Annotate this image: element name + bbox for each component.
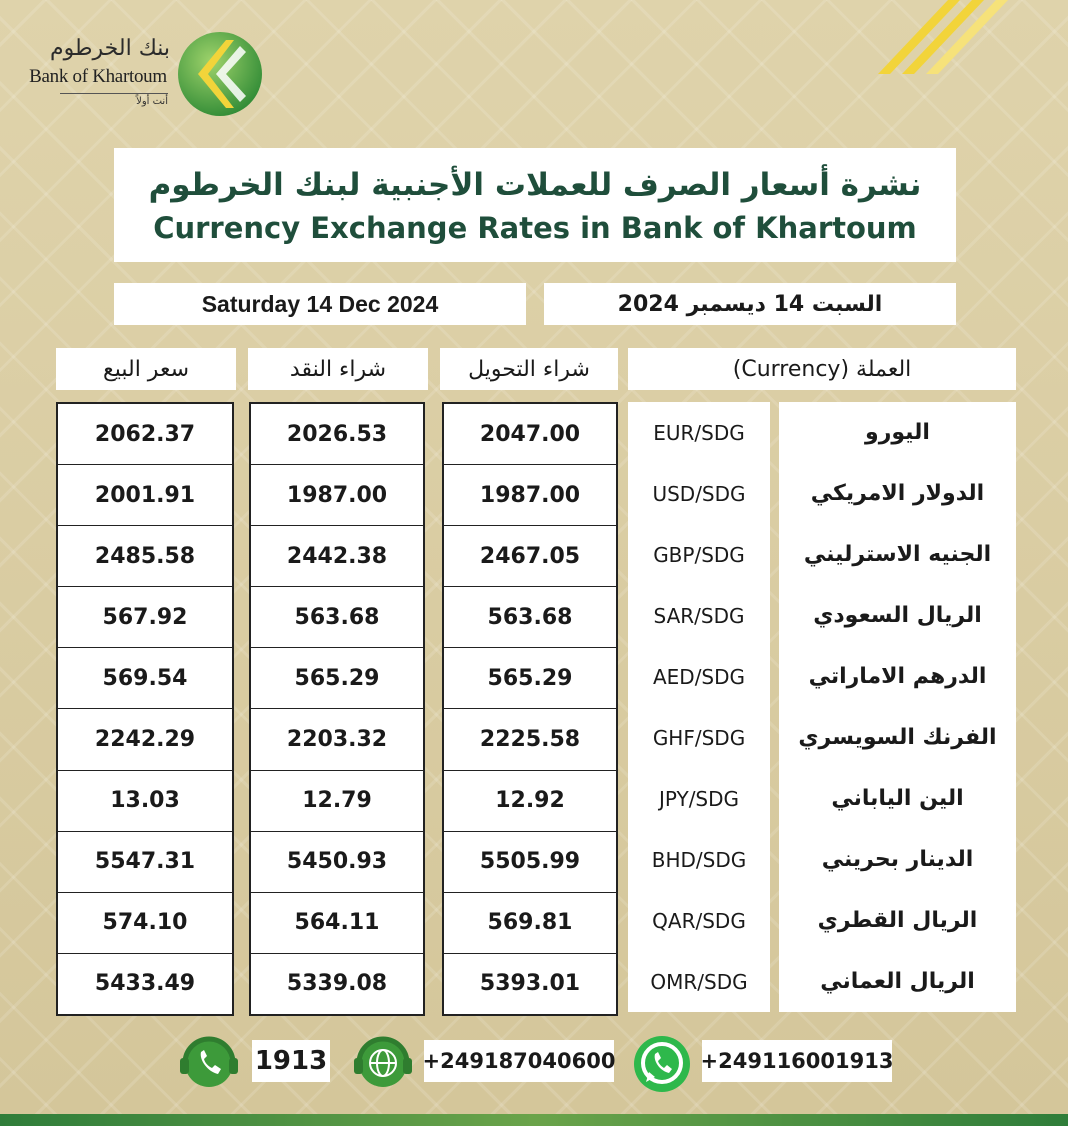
currency-code: AED/SDG <box>652 664 746 689</box>
currency-name: اليورو <box>865 420 930 445</box>
sell-value: 569.54 <box>58 648 232 709</box>
cash-buy-column <box>249 402 425 1016</box>
transfer-buy-value: 2047.00 <box>444 404 616 465</box>
currency-name: الدرهم الاماراتي <box>808 664 987 689</box>
call-center-icon <box>176 1030 242 1096</box>
whatsapp-icon <box>630 1032 694 1096</box>
transfer-buy-value: 569.81 <box>444 893 616 954</box>
sell-value: 2001.91 <box>58 465 232 526</box>
decorative-stripes <box>838 0 1008 74</box>
cash-buy-value: 5339.08 <box>286 971 388 997</box>
sell-value: 5547.31 <box>58 832 232 893</box>
cash-buy-value: 563.68 <box>251 587 423 648</box>
header-cash-buy: شراء النقد <box>248 348 428 390</box>
logo-english-name: Bank of Khartoum <box>29 66 167 87</box>
bank-logo-icon <box>176 30 264 118</box>
cash-buy-value: 2442.38 <box>251 526 423 587</box>
currency-name: الريال القطري <box>817 908 978 933</box>
logo-arabic-name: بنك الخرطوم <box>50 36 170 61</box>
cash-buy-value: 2026.53 <box>251 404 423 465</box>
currency-code: JPY/SDG <box>658 786 740 811</box>
globe-headset-icon <box>350 1030 416 1096</box>
date-arabic: السبت 14 ديسمبر 2024 <box>544 283 956 325</box>
transfer-buy-value: 565.29 <box>444 648 616 709</box>
sell-value: 567.92 <box>58 587 232 648</box>
transfer-buy-value: 563.68 <box>444 587 616 648</box>
currency-code: GBP/SDG <box>653 542 745 567</box>
sell-value: 5433.49 <box>94 971 196 997</box>
currency-name: الين الياباني <box>831 786 964 811</box>
date-english: Saturday 14 Dec 2024 <box>114 283 526 325</box>
cash-buy-value: 565.29 <box>251 648 423 709</box>
transfer-buy-value: 1987.00 <box>444 465 616 526</box>
currency-code: SAR/SDG <box>653 603 745 628</box>
cash-buy-value: 1987.00 <box>251 465 423 526</box>
transfer-buy-value: 5505.99 <box>444 832 616 893</box>
currency-name: الريال العماني <box>820 969 975 994</box>
currency-code-column <box>628 402 770 1012</box>
logo-tagline: أنت أولاً <box>60 93 168 107</box>
currency-code: OMR/SDG <box>650 969 748 994</box>
transfer-buy-value: 12.92 <box>444 771 616 832</box>
currency-code: USD/SDG <box>652 481 746 506</box>
currency-name: الدينار بحريني <box>821 847 974 872</box>
currency-name: الفرنك السويسري <box>798 725 997 750</box>
transfer-buy-value: 5393.01 <box>479 971 581 997</box>
sell-value: 574.10 <box>58 893 232 954</box>
currency-name: الريال السعودي <box>813 603 982 628</box>
sell-value: 2062.37 <box>58 404 232 465</box>
currency-name: الجنيه الاسترليني <box>803 542 992 567</box>
title-box <box>114 148 956 262</box>
header-currency: العملة (Currency) <box>628 348 1016 390</box>
transfer-buy-value: 2467.05 <box>444 526 616 587</box>
currency-name: الدولار الامريكي <box>810 481 985 506</box>
footer-band <box>0 1114 1068 1126</box>
phone-number[interactable]: +249187040600 <box>424 1040 614 1082</box>
sell-value: 2242.29 <box>58 709 232 770</box>
cash-buy-value: 2203.32 <box>251 709 423 770</box>
whatsapp-number[interactable]: +249116001913 <box>702 1040 892 1082</box>
transfer-buy-value: 2225.58 <box>444 709 616 770</box>
header-transfer-buy: شراء التحويل <box>440 348 618 390</box>
hotline-number[interactable]: 1913 <box>252 1040 330 1082</box>
currency-code: GHF/SDG <box>652 725 746 750</box>
title-arabic: نشرة أسعار الصرف للعملات الأجنبية لبنك الخرطوم <box>148 167 922 203</box>
sell-column <box>56 402 234 1016</box>
currency-code: QAR/SDG <box>652 908 746 933</box>
currency-name-column <box>779 402 1016 1012</box>
cash-buy-value: 564.11 <box>251 893 423 954</box>
sell-value: 2485.58 <box>58 526 232 587</box>
currency-code: BHD/SDG <box>651 847 747 872</box>
transfer-buy-column <box>442 402 618 1016</box>
cash-buy-value: 12.79 <box>251 771 423 832</box>
cash-buy-value: 5450.93 <box>251 832 423 893</box>
currency-code: EUR/SDG <box>653 420 745 445</box>
sell-value: 13.03 <box>58 771 232 832</box>
title-english: Currency Exchange Rates in Bank of Khartoum <box>153 211 917 245</box>
header-sell: سعر البيع <box>56 348 236 390</box>
